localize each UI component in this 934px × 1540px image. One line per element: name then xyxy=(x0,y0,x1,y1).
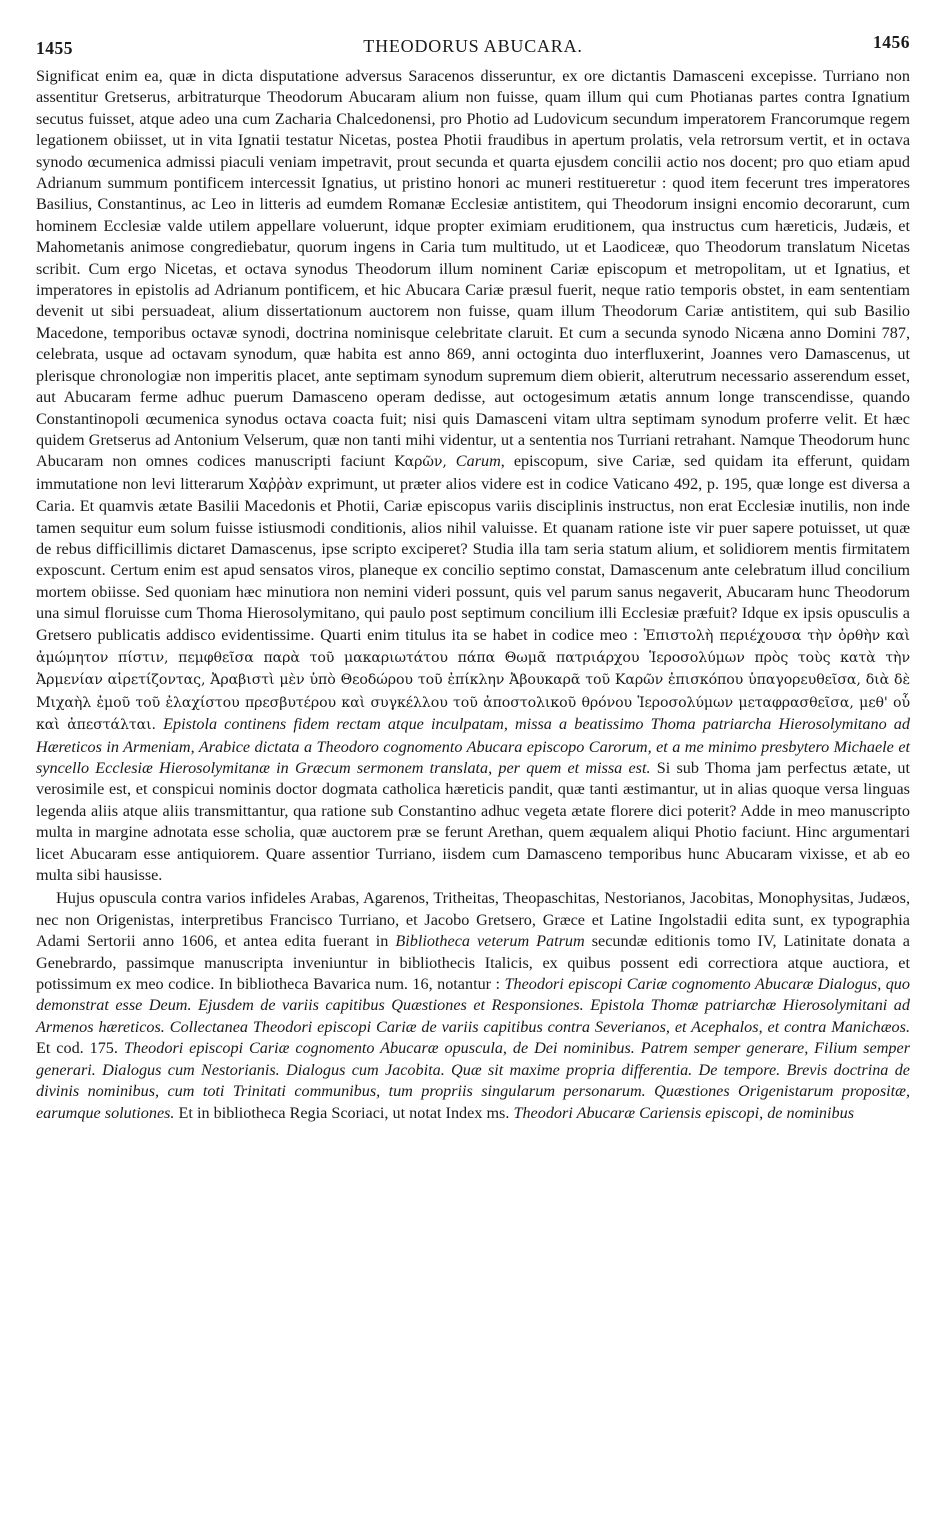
italic-word-carum: Carum xyxy=(455,452,501,471)
paragraph-1 xyxy=(36,66,910,886)
body-text xyxy=(36,66,910,1124)
italic-title-bibliotheca: Bibliotheca veterum Patrum xyxy=(395,932,585,951)
paragraph-2 xyxy=(36,888,910,1123)
running-title: THEODORUS ABUCARA. xyxy=(363,36,583,56)
text-run: exprimunt, ut præter alios videre est in codice Vaticano 492, p. 195, quæ longe est diversa a Caria. Et quamvis ætate Basilii Macedonis et Photii, Cariæ episcopus variis disciplinis instructus, non erat Ecclesiæ inutilis, non inde tamen sequitur eum solum fuisse istiusmodi conditionis, alios nihil valuisse. Et quanam ratione iste vir puer sapere potuisset, ut quæ de rebus difficillimis dictaret Damascenus, ipse scripto exciperet? Studia illa tam seria statum alium, et solidiorem mentis firmitatem exposcunt. Certum enim est apud sensatos viros, planeque ex concilio septimo constat, Damascenum ante celebratum illud concilium mortem obiisse. Sed quoniam hæc minutiora non nemini videri possunt, quis vel parum sanus negaverit, Abucaram hunc Theodorum una simul floruisse cum Thoma Hierosolymitano, qui paulo post septimum concilium illi Ecclesiæ præfuit? Idque ex ipsis opusculis a Gretsero publicatis addisco evidentissime. Quarti enim titulus ita se habet in codice meo : xyxy=(36,474,911,644)
italic-catalogue-cod175: Theodori episcopi Cariæ cognomento Abucaræ opuscula, de Dei nominibus. Patrem semper generare, Filium semper generari. Dialogus cum Nestorianis. Dialogus cum Jacobita. Quæ sit maxime propria differentia. De tempore. Brevis doctrina de divinis nominibus, cum toti Trinitati communibus, tum propriis singularum personarum. Quæstiones Origenistarum propositæ, earumque solutiones. xyxy=(36,1039,910,1122)
running-header xyxy=(36,26,910,66)
column-number-left: 1455 xyxy=(36,38,73,58)
italic-catalogue-bavarica: Theodori episcopi Cariæ cognomento Abucaræ Dialogus, quo demonstrat esse Deum. Ejusdem de variis capitibus Quæstiones et Responsiones. Epistola Thomæ patriarchæ Hierosolymitani ad Armenos hæreticos. Collectanea Theodori episcopi Cariæ de variis capitibus contra Severianos, et Acephalos, et contra Manichæos. xyxy=(36,975,910,1036)
text-run: secundæ editionis tomo IV, Latinitate donata a Genebrardo, passimque manuscripta inveniuntur in bibliothecis Italicis, ex quibus possent edi correctiora atque auctiora, et potissimum ex meo codice. In bibliotheca Bavarica num. 16, notantur : xyxy=(36,932,910,994)
text-run: , episcopum, sive Cariæ, sed quidam ita efferunt, quidam immutatione non levi litterarum xyxy=(36,452,910,493)
column-number-right: 1456 xyxy=(873,32,910,52)
text-run: Et in bibliotheca Regia Scoriaci, ut notat Index ms. xyxy=(178,1103,510,1122)
text-run: Et cod. 175. xyxy=(36,1039,118,1058)
greek-word-karon: Καρῶν, xyxy=(394,454,447,471)
greek-quotation: Ἐπιστολὴ περιέχουσα τὴν ὀρθὴν καὶ ἀμώμητον πίστιν, πεμφθεῖσα παρὰ τοῦ μακαριωτάτου πάπα Θωμᾶ πατριάρχου Ἱεροσολύμων πρὸς τοὺς κατὰ τὴν Ἀρμενίαν αἱρετίζοντας, Ἀραβιστὶ μὲν ὑπὸ Θεοδώρου τοῦ ἐπίκλην Ἀβουκαρᾶ τοῦ Καρῶν ἐπισκόπου ὑπαγορευθεῖσα, διὰ δὲ Μιχαὴλ ἐμοῦ τοῦ ἐλαχίστου πρεσβυτέρου καὶ συγκέλλου τοῦ ἀποστολικοῦ θρόνου Ἱεροσολύμων μεταφρασθεῖσα, μεθ' οὗ καὶ ἀπεστάλται. xyxy=(36,627,911,734)
latin-translation: Epistola continens fidem rectam atque inculpatam, missa a beatissimo Thoma patriarcha Hierosolymitano ad Hæreticos in Armeniam, Arabice dictata a Theodoro cognomento Abucara episcopo Carorum, et a me minimo presbytero Michaele et syncello Ecclesiæ Hierosolymitanæ in Græcum sermonem translata, per quem et missa est. xyxy=(36,715,910,777)
italic-catalogue-scoriaci: Theodori Abucaræ Cariensis episcopi, de nominibus xyxy=(513,1103,854,1122)
text-run: Hujus opuscula contra varios infideles Arabas, Agarenos, Tritheitas, Theopaschitas, Nestorianos, Jacobitas, Monophysitas, Judæos, nec non Origenistas, interpretibus Francisco Turriano, et Jacobo Gretsero, Græce et Latine Ingolstadii edita sunt, ex typographia Adami Sertorii anno 1606, et antea edita fuerant in xyxy=(36,889,910,951)
greek-word-charran: Χαῤῥὰν xyxy=(248,476,303,493)
text-run: Significat enim ea, quæ in dicta disputatione adversus Saracenos disseruntur, ex ore dictantis Damasceni excepisse. Turriano non assentitur Gretserus, arbitraturque Theodorum Abucaram alium non fuisse, quam illum qui cum Photianas partes contra Ignatium secutus fuisset, atque adeo una cum Zacharia Chalcedonensi, pro Photio ad Ludovicum secundum imperatorem Francorumque regem legationem obiisset, ut in vita Ignatii testatur Nicetas, postea Photii fraudibus in apertum prolatis, vela retrorsum vertit, et in octava synodo œcumenica admissi piaculi veniam impetravit, prout secunda et quarta ejusdem concilii actio nos docent; pro quo etiam apud Adrianum summum pontificem intercessit Ignatius, ut pristino honori ac muneri restitueretur : quod item fecerunt tres imperatores Basilius, Constantinus, ac Leo in litteris ad eumdem Romanæ Ecclesiæ antistitem, qui Theodorum insigni encomio decorarunt, cum hominem Ecclesiæ valde utilem appellare voluerunt, idque propter eximiam eruditionem, qua instructus cum hæreticis, Judæis, et Mahometanis animose congrediebatur, quorum ingens in Caria tum multitudo, ut et Laodiceæ, quo Theodorum translatum Nicetas scribit. Cum ergo Nicetas, et octava synodus Theodorum illum nominent Cariæ episcopum et metropolitam, ut et Ignatius, et imperatores in epistolis ad Adrianum pontificem, et hic Abucara Cariæ præsul fuerit, neque ratio temporis obstet, in eam sententiam devenit ut sibi persuadeat, alium dissertationum auctorem non fuisse, quam illum Theodorum Cariæ antistitem, qui sub Basilio Macedone, temporibus octavæ synodi, doctrina nominisque celebritate claruit. Et cum a secunda synodo Nicæna anno Domini 787, celebrata, usque ad octavam synodum, quæ habita est anno 869, anni octoginta duo interfluxerint, Joannes vero Damascenus, ut plerisque chronologiæ non imperitis placet, ante septimam synodum supremum diem obierit, alterutrum necessario asserendum esset, aut Abucaram ferme adhuc puerum Damasceno operam dedisse, aut octogesimum ætatis annum longe transcendisse, quando Constantinopoli œcumenica synodus octava coacta fuit; nisi quis Damasceni vitam ultra septimam synodum proferre velit. Et hæc quidem Gretserus ad Antonium Velserum, quæ non tanti mihi videntur, ut a sententia nos Turriani retrahant. Namque Theodorum hunc Abucaram non omnes codices manuscripti faciunt xyxy=(36,67,910,471)
text-run: Si sub Thoma jam perfectus ætate, ut verosimile est, et conspicui nominis doctor dogmata catholica hæreticis pandit, quæ tanti æstimantur, ut in alias quoque versa linguas legenda aliis atque aliis transmittantur, qua ratione sub Constantino adhuc vegeta ætate florere dici poterit? Adde in meo manuscripto multa in margine adnotata esse scholia, quæ auctorem præ se ferunt Arethan, quem æqualem aliqui Photio faciunt. Hinc argumentari licet Abucaram esse antiquiorem. Quare assentior Turriano, iisdem cum Damasceno temporibus hunc Abucaram vixisse, et ab eo multa sibi hausisse. xyxy=(36,759,910,885)
document-page xyxy=(36,26,910,1124)
